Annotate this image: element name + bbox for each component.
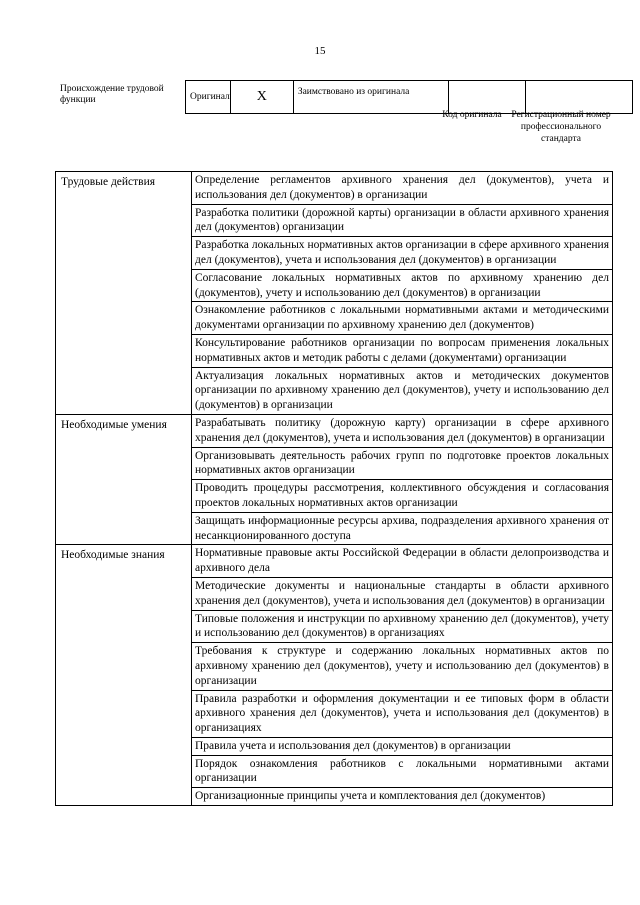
section-title-labor-actions: Трудовые действия <box>56 172 192 415</box>
table-cell: Типовые положения и инструкции по архивному хранению дел (документов), учету и использованию дел (документов) в организациях <box>192 610 613 643</box>
table-cell: Разработка локальных нормативных актов организации в сфере архивного хранения дел (документов), учета и использования дел (документов) в организации <box>192 237 613 270</box>
reg-number-caption: Регистрационный номер профессионального стандарта <box>511 110 611 144</box>
table-cell: Требования к структуре и содержанию локальных нормативных актов по архивному хранению дел (документов), учету и использованию дел (документов) в организации <box>192 643 613 690</box>
table-cell: Разрабатывать политику (дорожную карту) организации в сфере архивного хранения дел (документов), учета и использования дел (документов) в организации <box>192 414 613 447</box>
table-cell: Правила разработки и оформления документации и ее типовых форм в области архивного хранения дел (документов), учета и использования дел (документов) в организациях <box>192 690 613 737</box>
page-number: 15 <box>314 45 326 57</box>
borrowed-label: Заимствовано из оригинала <box>293 81 448 114</box>
section-title-knowledge: Необходимые знания <box>56 545 192 806</box>
table-cell: Правила учета и использования дел (документов) в организации <box>192 737 613 755</box>
table-cell: Актуализация локальных нормативных актов и методических документов организации по архивному хранению дел (документов), учету и использованию дел (документов) в организации <box>192 367 613 414</box>
origin-label: Происхождение трудовой функции <box>60 84 164 105</box>
table-cell: Защищать информационные ресурсы архива, подразделения архивного хранения от несанкционированного доступа <box>192 512 613 545</box>
table-cell: Проводить процедуры рассмотрения, коллективного обсуждения и согласования проектов локальных нормативных актов организации <box>192 480 613 513</box>
code-caption: Код оригинала <box>442 110 502 120</box>
table-cell: Порядок ознакомления работников с локальными нормативными актами организации <box>192 755 613 788</box>
table-cell: Консультирование работников организации по вопросам применения локальных нормативных актов и методик работы с делами (документами) организации <box>192 334 613 367</box>
table-cell: Ознакомление работников с локальными нормативными актами и методическими документами организации по архивному хранению дел (документов) <box>192 302 613 335</box>
table-cell: Определение регламентов архивного хранения дел (документов), учета и использования дел (документов) в организации <box>192 172 613 205</box>
table-cell: Согласование локальных нормативных актов по архивному хранению дел (документов), учету и использованию дел (документов) в организации <box>192 269 613 302</box>
table-row <box>56 414 613 447</box>
table-cell: Нормативные правовые акты Российской Федерации в области делопроизводства и архивного дела <box>192 545 613 578</box>
table-cell: Методические документы и национальные стандарты в области архивного хранения дел (документов), учета и использования дел (документов) в организации <box>192 577 613 610</box>
table-row <box>56 172 613 205</box>
labor-function-table <box>55 171 613 806</box>
original-label: Оригинал <box>186 81 231 114</box>
original-mark: X <box>230 81 293 114</box>
table-cell: Разработка политики (дорожной карты) организации в области архивного хранения дел (документов) организации <box>192 204 613 237</box>
table-cell: Организовывать деятельность рабочих групп по подготовке проектов локальных нормативных актов организации <box>192 447 613 480</box>
section-title-skills: Необходимые умения <box>56 414 192 544</box>
table-cell: Организационные принципы учета и комплектования дел (документов) <box>192 788 613 806</box>
table-row <box>56 545 613 578</box>
